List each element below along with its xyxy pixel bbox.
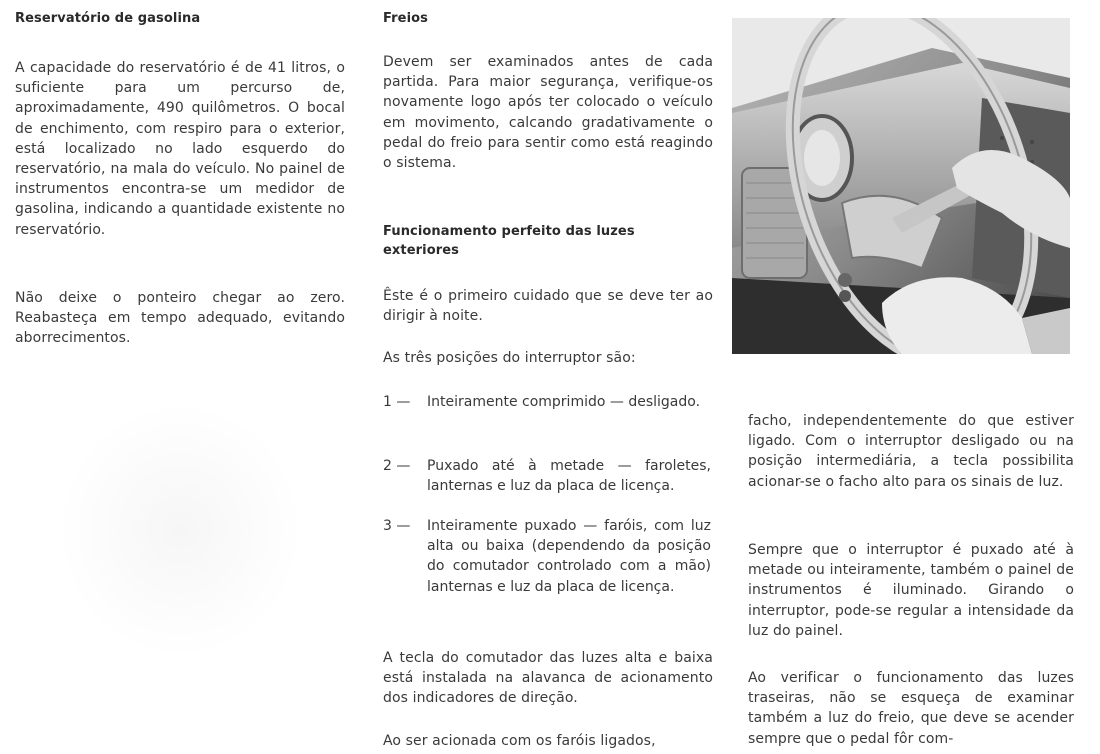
panel-light-paragraph: Sempre que o interruptor é puxado até à metade ou inteiramente, também o painel de instrumentos é iluminado. Girando o interruptor, pode-se regular a intensidade da luz do painel. — [748, 542, 1074, 639]
high-beam-paragraph: facho, independentemente do que estiver ligado. Com o interruptor desligado ou na posição intermediária, a tecla possibilita acionar-se o facho alto para os sinais de luz. — [748, 413, 1074, 490]
paper-smudge — [55, 400, 305, 660]
list-item — [383, 456, 711, 496]
brakes-paragraph: Devem ser examinados antes de cada partida. Para maior segurança, verifique-os novamente logo após ter colocado o veículo em movimento, calcando gradativamente o pedal do freio para sentir como está reagindo o sistema. — [383, 54, 713, 172]
dashboard-photo — [732, 18, 1070, 354]
lights-intro-paragraph: Êste é o primeiro cuidado que se deve ter ao dirigir à noite. — [383, 288, 713, 325]
heading-exterior-lights: Funcionamento perfeito das luzes exteriores — [383, 224, 635, 258]
list-item — [383, 516, 711, 597]
switch-positions-intro: As três posições do interruptor são: — [383, 350, 636, 366]
continued-paragraph: Ao ser acionada com os faróis ligados, — [383, 733, 656, 749]
list-item-number: 1 — — [383, 394, 411, 410]
list-item-text: Puxado até à metade — faroletes, lanternas e luz da placa de licença. — [427, 458, 711, 495]
list-item-number: 2 — — [383, 458, 411, 474]
heading-fuel-tank: Reservatório de gasolina — [15, 11, 201, 26]
fuel-tank-paragraph: A capacidade do reservatório é de 41 litros, o suficiente para um percurso de, aproximadamente, 490 quilômetros. O bocal de enchimento, com respiro para o exterior, está localizado no lado esquerdo do reservatório, na mala do veículo. No painel de instrumentos encontra-se um medidor de gasolina, indicando a quantidade existente no reservatório. — [15, 60, 345, 238]
dimmer-switch-paragraph: A tecla do comutador das luzes alta e baixa está instalada na alavanca de acionamento dos indicadores de direção. — [383, 650, 713, 707]
heading-brakes: Freios — [383, 11, 429, 26]
list-item-text: Inteiramente puxado — faróis, com luz alta ou baixa (dependendo da posição do comutador controlado com a mão) lanternas e luz da placa de licença. — [427, 518, 711, 595]
brake-light-paragraph: Ao verificar o funcionamento das luzes traseiras, não se esqueça de examinar também a luz do freio, que deve se acender sempre que o pedal fôr com- — [748, 670, 1074, 747]
steering-wheel-image — [732, 18, 1070, 354]
list-item-number: 3 — — [383, 518, 411, 534]
fuel-warning-paragraph: Não deixe o ponteiro chegar ao zero. Reabasteça em tempo adequado, evitando aborrecimentos. — [15, 290, 345, 347]
list-item-text: Inteiramente comprimido — desligado. — [427, 394, 701, 410]
list-item — [383, 392, 711, 412]
